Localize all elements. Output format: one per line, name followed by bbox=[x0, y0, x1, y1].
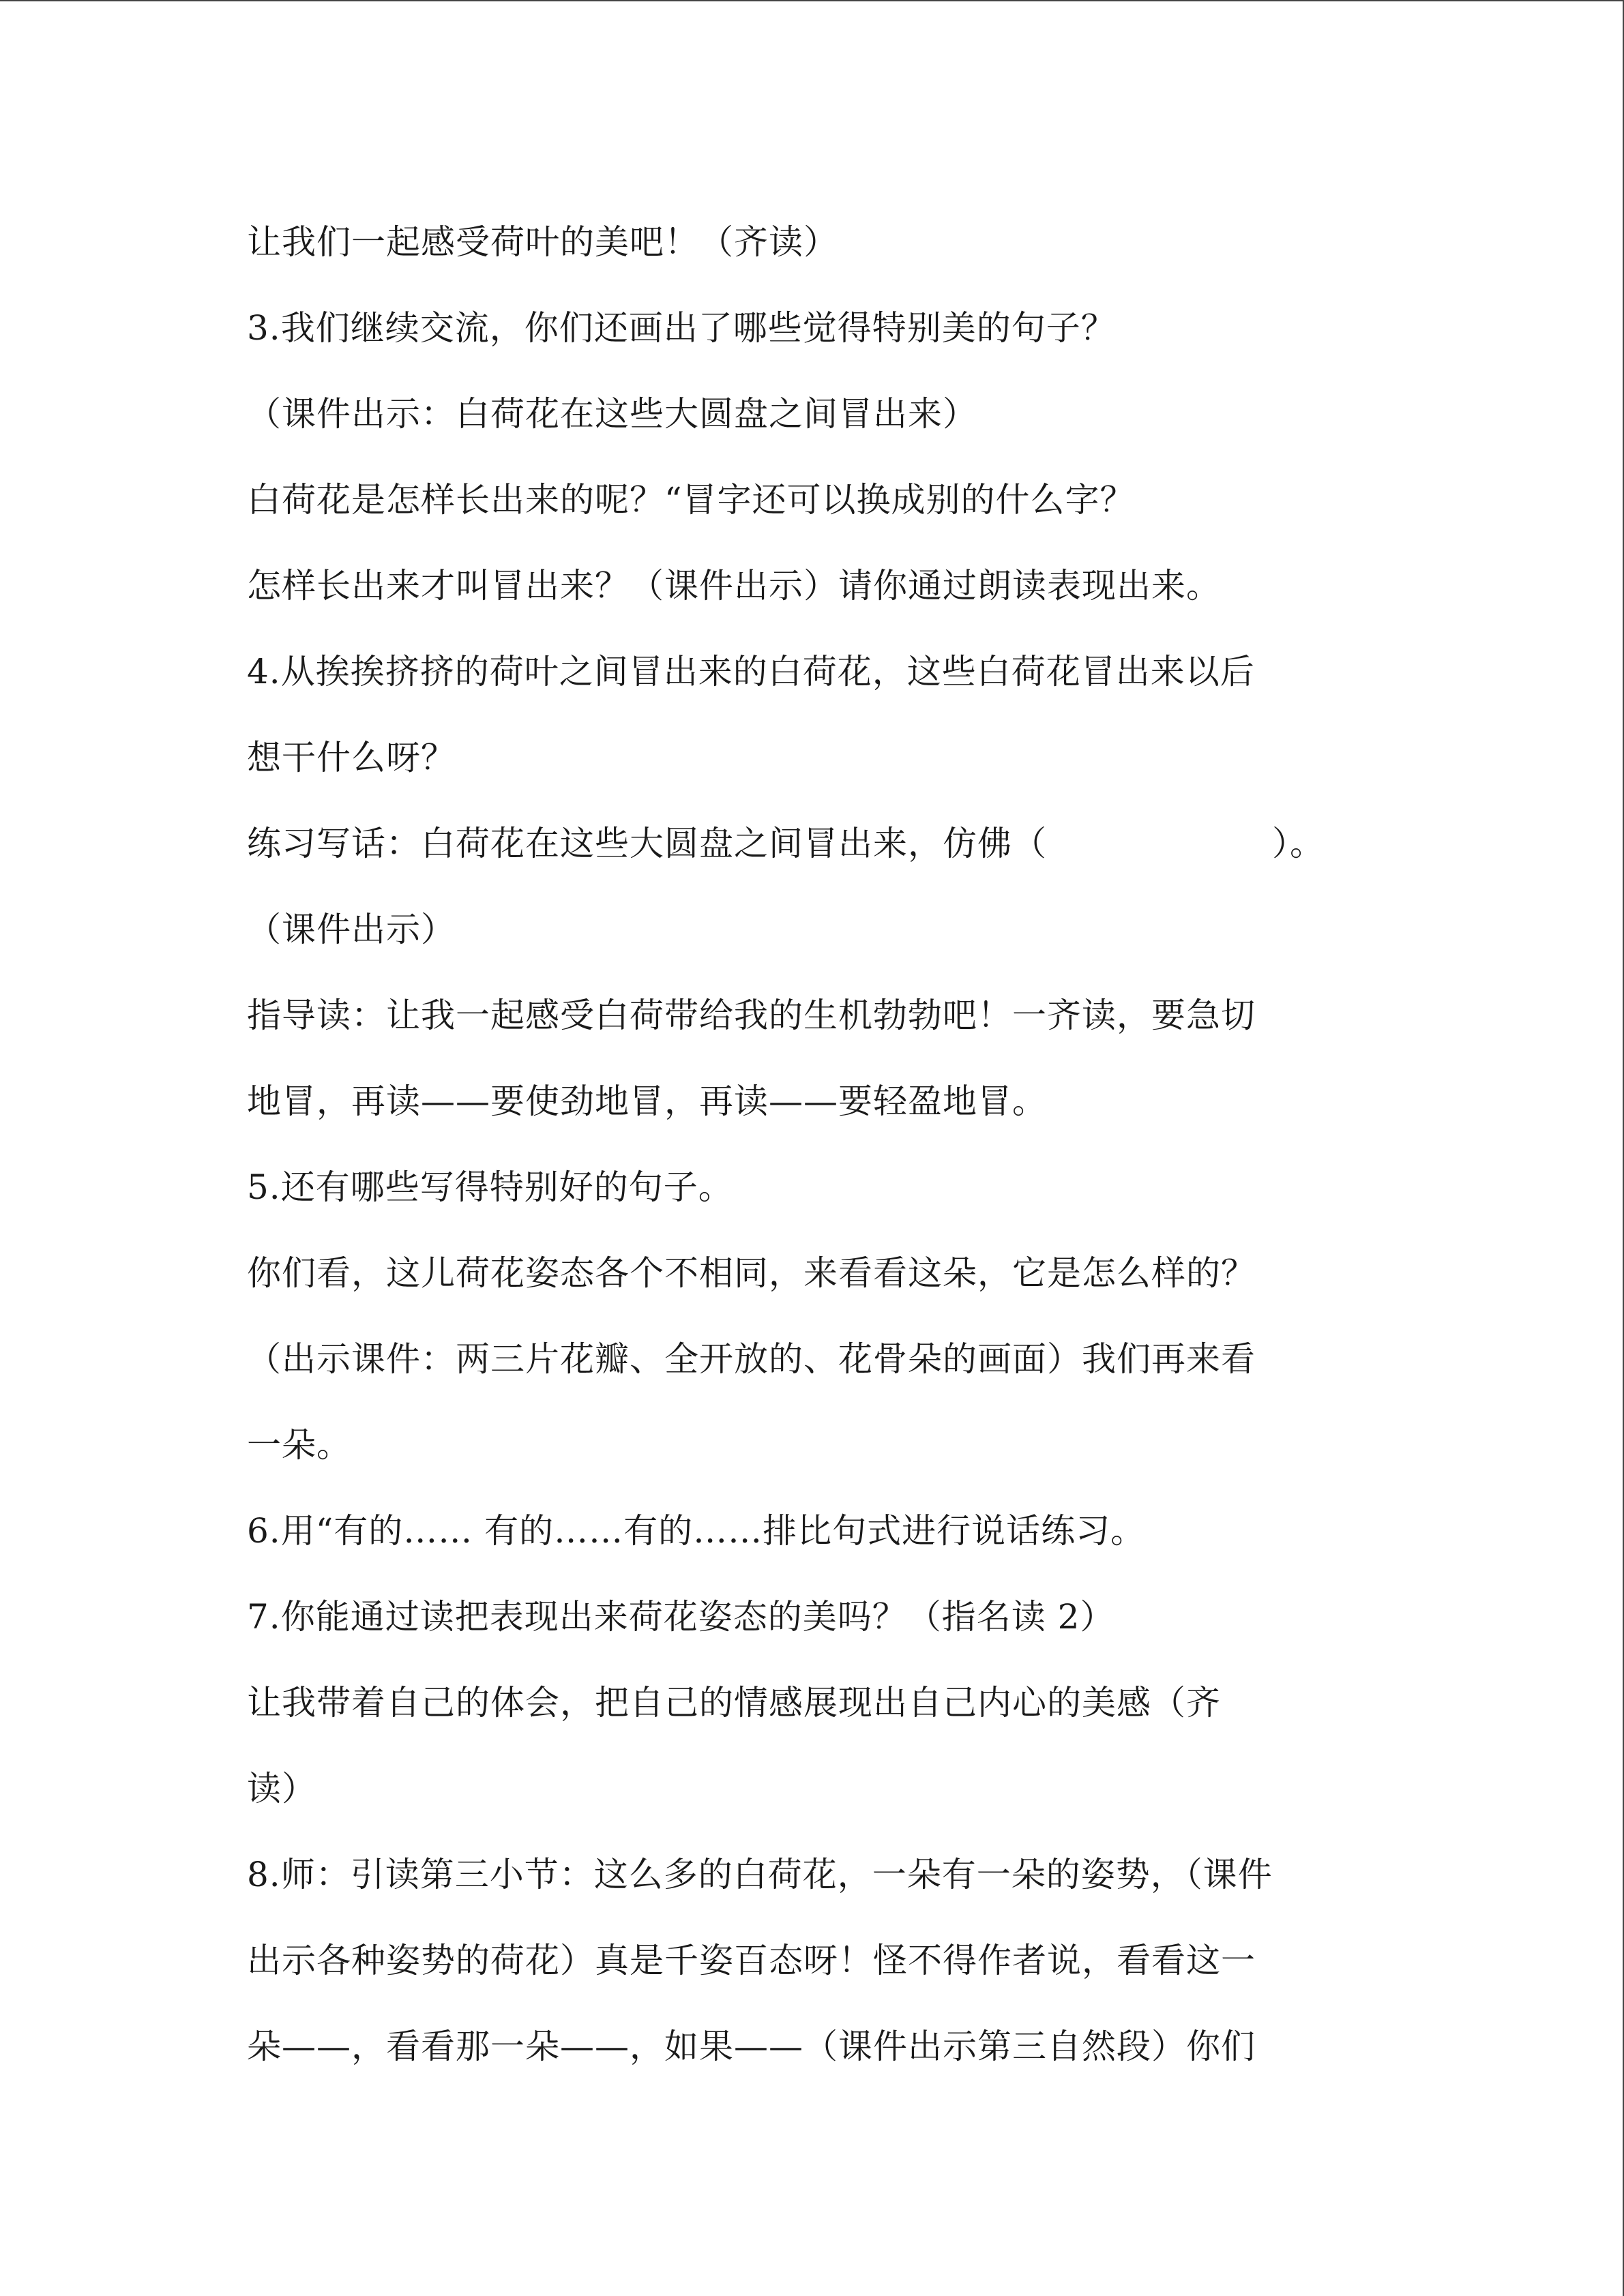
text-line: 5.还有哪些写得特别好的句子。 bbox=[247, 1167, 733, 1207]
text-line: 7.你能通过读把表现出来荷花姿态的美吗？（指名读 2） bbox=[247, 1597, 1115, 1637]
text-line: （课件出示：白荷花在这些大圆盘之间冒出来） bbox=[247, 394, 977, 434]
text-line: （出示课件：两三片花瓣、全开放的、花骨朵的画面）我们再来看 bbox=[247, 1339, 1256, 1379]
text-line: 地冒，再读——要使劲地冒，再读——要轻盈地冒。 bbox=[247, 1082, 1047, 1121]
text-line: 让我带着自己的体会，把自己的情感展现出自己内心的美感（齐 bbox=[247, 1683, 1221, 1723]
text-line: 8.师：引读第三小节：这么多的白荷花，一朵有一朵的姿势，（课件 bbox=[247, 1855, 1273, 1894]
text-line: 6.用“有的…… 有的……有的……排比句式进行说话练习。 bbox=[247, 1511, 1146, 1551]
text-line: 出示各种姿势的荷花）真是千姿百态呀！怪不得作者说，看看这一 bbox=[247, 1941, 1256, 1980]
text-line: 读） bbox=[247, 1769, 316, 1808]
text-line: 3.我们继续交流，你们还画出了哪些觉得特别美的句子？ bbox=[247, 308, 1116, 348]
document-body bbox=[247, 205, 1406, 2095]
writing-exercise-prefix: 练习写话：白荷花在这些大圆盘之间冒出来，仿佛（ bbox=[247, 824, 1047, 863]
text-line: 让我们一起感受荷叶的美吧！（齐读） bbox=[247, 222, 838, 262]
text-line: 你们看，这儿荷花姿态各个不相同，来看看这朵，它是怎么样的？ bbox=[247, 1253, 1256, 1293]
text-line: 想干什么呀？ bbox=[247, 738, 456, 777]
text-line: 白荷花是怎样长出来的呢？“冒字还可以换成别的什么字？ bbox=[247, 480, 1135, 520]
writing-exercise-suffix: ）。 bbox=[1272, 824, 1325, 863]
text-line: 指导读：让我一起感受白荷带给我的生机勃勃吧！一齐读，要急切 bbox=[247, 996, 1256, 1035]
text-line: 怎样长出来才叫冒出来？（课件出示）请你通过朗读表现出来。 bbox=[247, 566, 1221, 606]
writing-exercise-line bbox=[247, 806, 1406, 892]
text-line: （课件出示） bbox=[247, 910, 456, 949]
text-line: 朵——，看看那一朵——，如果——（课件出示第三自然段）你们 bbox=[247, 2027, 1256, 2066]
text-line: 4.从挨挨挤挤的荷叶之间冒出来的白荷花，这些白荷花冒出来以后 bbox=[247, 652, 1255, 691]
text-line: 一朵。 bbox=[247, 1425, 351, 1465]
